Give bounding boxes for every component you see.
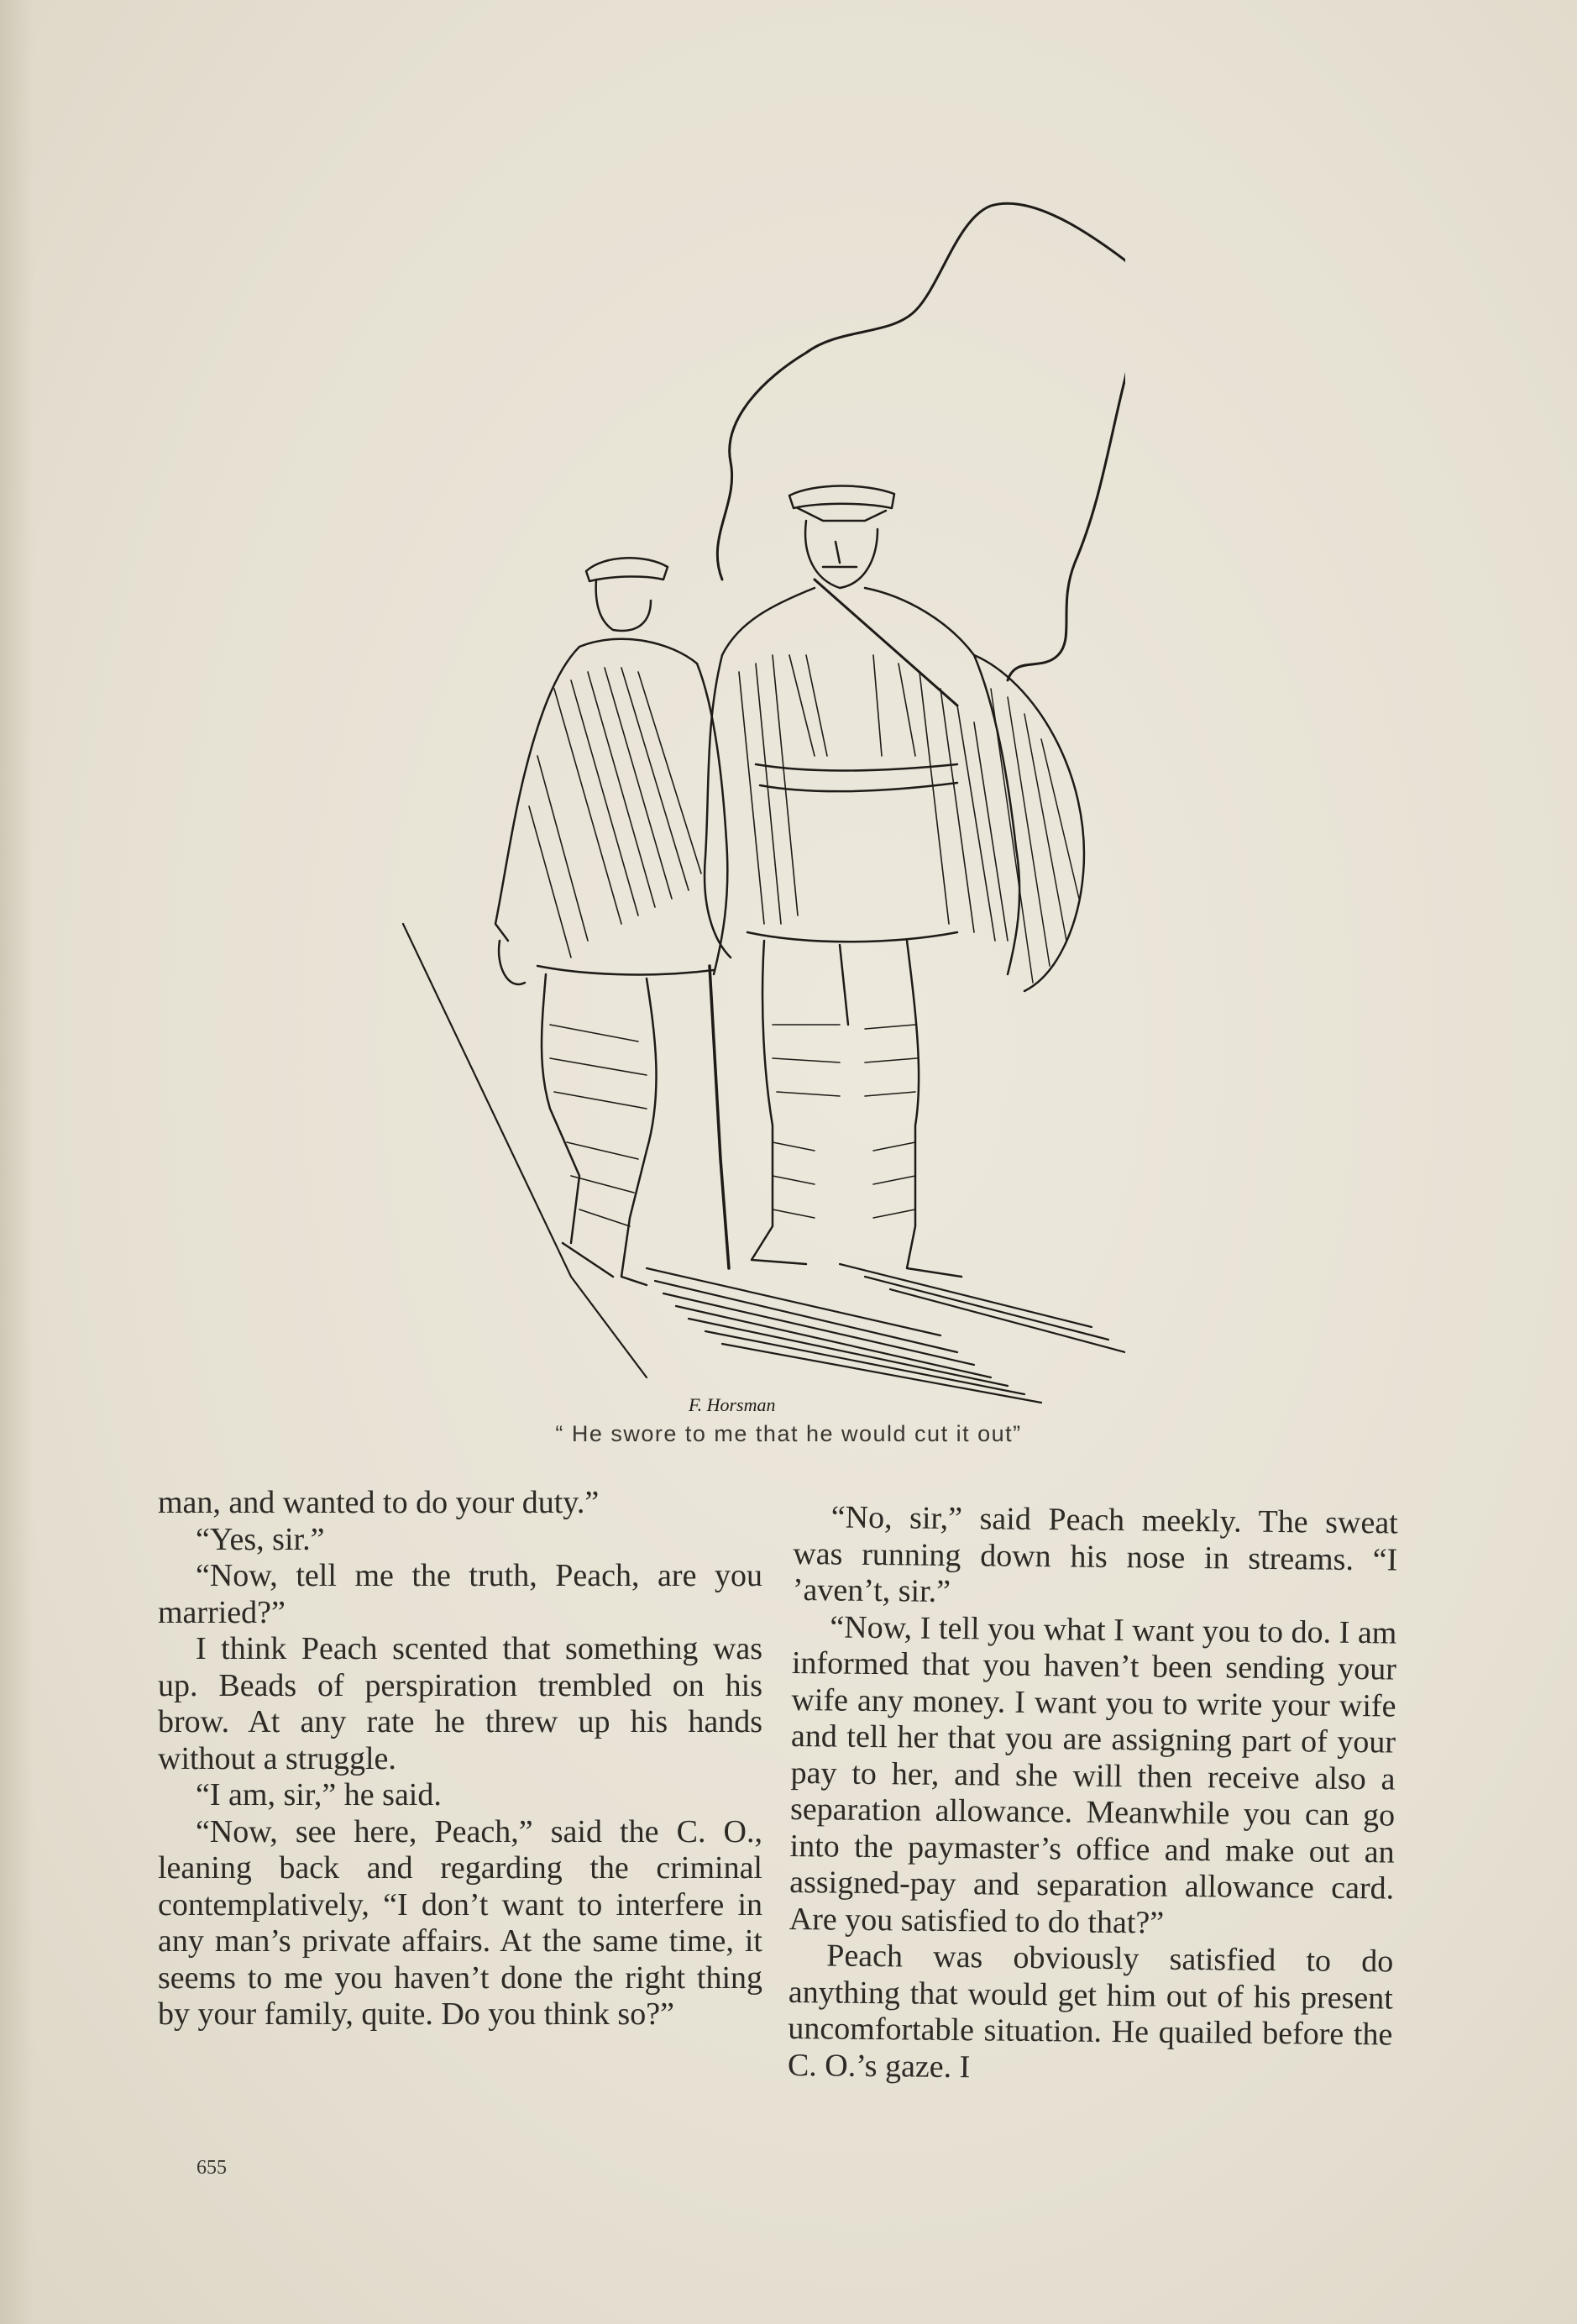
left-text-column xyxy=(158,1485,762,2033)
illustration-caption: “ He swore to me that he would cut it out” xyxy=(555,1421,1022,1446)
artist-signature-line2 xyxy=(722,1418,773,1419)
paragraph: “Yes, sir.” xyxy=(196,1521,325,1557)
paragraph: I think Peach scented that something was up. Beads of perspiration trembled on his brow. At any rate he threw up his hands without a struggle. xyxy=(158,1631,762,1776)
right-text-column xyxy=(788,1499,1398,2091)
floor-hatching xyxy=(403,924,1125,1403)
paragraph: “Now, tell me the truth, Peach, are you married?” xyxy=(158,1558,762,1630)
soldier-back-view xyxy=(495,558,727,1285)
officer-front-view xyxy=(705,485,1084,1277)
paragraph: Peach was obviously satisfied to do anything that would get him out of his present uncomfortable situation. He quailed before the C. O.’s gaze. I xyxy=(787,1938,1394,2085)
paragraph: “No, sir,” said Peach meekly. The sweat was running down his nose in streams. “I ’aven’t, sir.” xyxy=(792,1499,1398,1609)
paragraph: “Now, I tell you what I want you to do. I am informed that you haven’t been sending your wife any money. I want you to write your wife and tell her that you are assigning part of your pay to her, and she will then receive also a separation allowance. Meanwhile you can go into the paymaster’s office and make out an assigned-pay and separation allowance card. Are you satisfied to do that?” xyxy=(788,1608,1397,1941)
page-number: 655 xyxy=(196,2157,227,2179)
pen-ink-illustration xyxy=(369,185,1125,1419)
artist-signature-line1: F. Horsman xyxy=(689,1394,776,1415)
paragraph: “I am, sir,” he said. xyxy=(196,1777,442,1813)
page-spine-shadow xyxy=(0,0,34,2324)
walking-cane xyxy=(710,966,729,1268)
paragraph: man, and wanted to do your duty.” xyxy=(158,1485,600,1520)
paragraph: “Now, see here, Peach,” said the C. O., leaning back and regarding the criminal contemplatively, “I don’t want to interfere in any man’s private affairs. At the same time, it seems to me you haven’t done the right thing by your family, quite. Do you think so?” xyxy=(158,1813,762,2032)
